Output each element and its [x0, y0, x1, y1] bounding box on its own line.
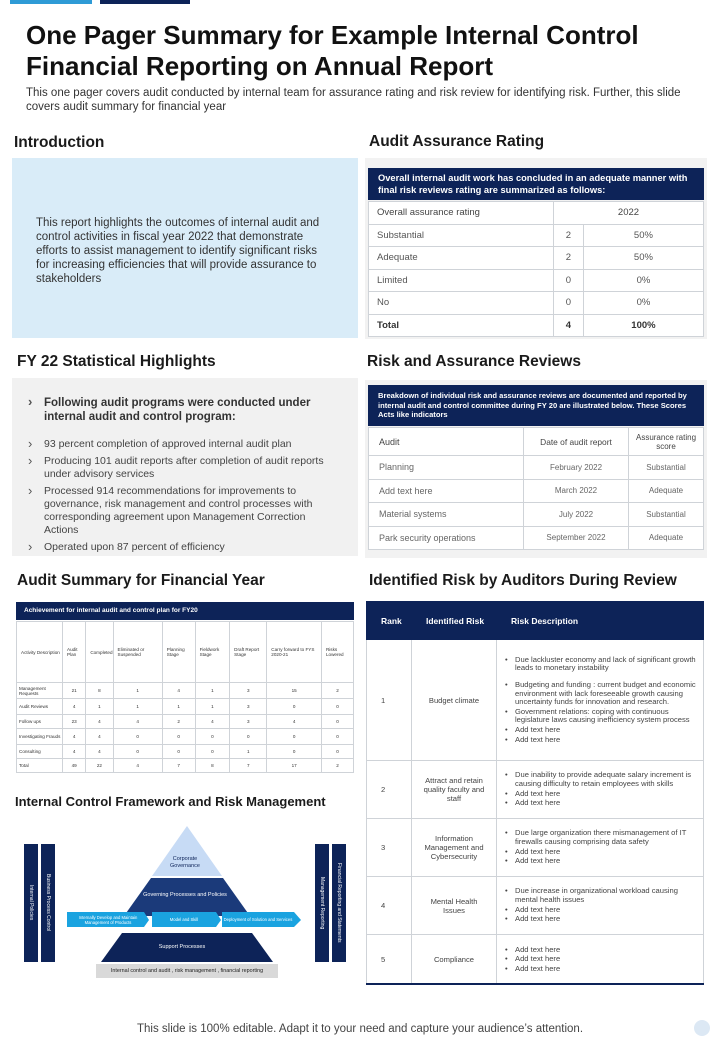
assurance-table [368, 201, 704, 337]
page-title: One Pager Summary for Example Internal Control Financial Reporting on Annual Report [26, 20, 639, 81]
table-row: Management Requests 21 8 1 4 1 3 15 2 [17, 683, 354, 699]
band-label-2: Model and Skill [169, 917, 199, 922]
framework-right-bar: Financial Reporting and Statements [332, 844, 346, 962]
table-row: Planning February 2022 Substantial [369, 456, 704, 480]
pyramid-bottom-label: Support Processes [158, 943, 206, 950]
framework-heading: Internal Control Framework and Risk Management [15, 794, 326, 809]
band-label-3: Deployment of Solution and Services [223, 917, 293, 922]
introduction-text: This report highlights the outcomes of internal audit and control activities in fiscal year 2022 that demonstrate efforts to assist management to identify significant risks for increasing efficiencies that will provide assurance to stakeholders [36, 217, 320, 285]
audit-summary-table: Activity Description Audit Plan Completed Eliminated or Suspended Planning Stage Fieldwork Stage Draft Report Stage Carry forward to FYS 2020-21 Risks Lowered Management Requests 21 8 1 4 1 3 15 2 Audit Reviews 4 1 1 1 1 3 0 0 Follow ups 23 4 4 2 4 3 4 0 Investigating Frauds 4 4 0 0 0 0 0 0 Consulting 4 4 0 0 0 1 0 0 Total 49 22 4 7 8 7 17 2 [16, 621, 354, 773]
pyramid-top-label: Corporate Governance [170, 856, 200, 869]
reviews-table: Audit Date of audit report Assurance rating score Planning February 2022 Substantial Add text here March 2022 Adequate Material systems July 2022 Substantial Park security operations September 2022 Adequate [368, 427, 704, 550]
pyramid-middle-label: Governing Processes and Policies [143, 891, 227, 898]
assurance-panel [365, 158, 707, 339]
list-item: › 93 percent completion of approved internal audit plan [28, 438, 342, 451]
table-row: 1 Budget climate • Due lackluster economy and lack of significant growth leads to monetary instability • Budgeting and funding : current budget and economic environment with lack foreseeable growth causing uncertainty funds for innovation and research. • Government relations: coping with continuous legislature laws causing inefficiency system process • Add text here • Add text here [367, 640, 704, 761]
table-row: Consulting 4 4 0 0 0 1 0 0 [17, 745, 354, 759]
list-item: › Operated upon 87 percent of efficiency [28, 541, 342, 554]
audit-summary-heading: Audit Summary for Financial Year [17, 572, 265, 589]
assurance-col-label: Overall assurance rating [369, 202, 554, 225]
table-row: Audit Reviews 4 1 1 1 1 3 0 0 [17, 699, 354, 715]
table-row: Adequate 2 50% [369, 247, 704, 270]
audit-summary-banner: Achievement for internal audit and control plan for FY20 [16, 602, 354, 620]
footer-note: This slide is 100% editable. Adapt it to your need and capture your audience’s attention. [136, 1023, 584, 1035]
page-subtitle: This one pager covers audit conducted by internal team for assurance rating and risk review for identifying risk. Further, this slide covers audit summary for financial year [26, 87, 681, 113]
assurance-banner: Overall internal audit work has concluded in an adequate manner with final risk reviews rating are summarized as follows: [368, 168, 704, 200]
table-row-total: Total 49 22 4 7 8 7 17 2 [17, 759, 354, 773]
table-row: Substantial 2 50% [369, 224, 704, 247]
corner-decoration-icon [694, 1020, 710, 1036]
top-accent-line [10, 0, 92, 4]
stats-box [12, 378, 358, 556]
table-row: Material systems July 2022 Substantial [369, 503, 704, 527]
table-row: 4 Mental Health Issues • Due increase in organizational workload causing mental health issues • Add text here • Add text here [367, 877, 704, 935]
reviews-heading: Risk and Assurance Reviews [367, 353, 581, 370]
band-label-1: Internally Develop and Maintain Management of Products [78, 914, 138, 925]
assurance-heading: Audit Assurance Rating [369, 133, 545, 150]
stats-lead: › Following audit programs were conducted under internal audit and control program: [28, 396, 342, 424]
framework-right-bar: Management Reporting [315, 844, 329, 962]
stats-heading: FY 22 Statistical Highlights [17, 353, 216, 370]
list-item: › Producing 101 audit reports after completion of audit reports under advisory services [28, 455, 342, 481]
table-row: Limited 0 0% [369, 269, 704, 292]
framework-left-bar: Internal Policies [24, 844, 38, 962]
top-accent-line-dark [100, 0, 190, 4]
table-row: 3 Information Management and Cybersecurity • Due large organization there mismanagement of IT firewalls causing comprising data safety • Add text here • Add text here [367, 819, 704, 877]
introduction-heading: Introduction [14, 134, 105, 151]
table-row-total: Total 4 100% [369, 314, 704, 337]
table-row: No 0 0% [369, 292, 704, 315]
table-row: Follow ups 23 4 4 2 4 3 4 0 [17, 715, 354, 729]
reviews-panel [365, 380, 707, 558]
table-row: Investigating Frauds 4 4 0 0 0 0 0 0 [17, 729, 354, 745]
table-row: Park security operations September 2022 Adequate [369, 526, 704, 550]
list-item: › Processed 914 recommendations for improvements to governance, risk management and control processes with corresponding agreement upon Management Correction Actions [28, 485, 342, 537]
table-row: Add text here March 2022 Adequate [369, 479, 704, 503]
framework-left-bar: Business Process Control [41, 844, 55, 962]
identified-heading: Identified Risk by Auditors During Review [369, 572, 677, 589]
identified-table-bottom-rule [366, 983, 704, 985]
table-row: 5 Compliance • Add text here • Add text here • Add text here [367, 935, 704, 985]
reviews-banner: Breakdown of individual risk and assurance reviews are documented and reported by internal audit and control committee during FY 20 are illustrated below. These Scores Acts like indicators [368, 385, 704, 426]
table-row: 2 Attract and retain quality faculty and staff • Due inability to provide adequate salary increment is causing difficulty to retain employees with skills • Add text here • Add text here [367, 761, 704, 819]
assurance-col-year: 2022 [554, 202, 704, 225]
identified-risk-table: Rank Identified Risk Risk Description 1 Budget climate • Due lackluster economy and lack of significant growth leads to monetary instability • Budgeting and funding : current budget and economic environment with lack foreseeable growth causing uncertainty funds for innovation and research. • Government relations: coping with continuous legislature laws causing inefficiency system process • Add text here • Add text here 2 Attract and retain quality faculty and staff • Due inability to provide adequate salary increment is causing difficulty to retain employees with skills • Add text here • Add text here 3 Information Management and Cybersecurity • Due large organization there mismanagement of IT firewalls causing comprising data safety • Add text here • Add text here 4 Mental Health Issues • Due increase in organizational workload causing mental health issues • Add text here • Add text here 5 Compliance • Add text here • Add text here • Add text here [366, 601, 704, 985]
pyramid-base-label: Internal control and audit , risk management , financial reporting [110, 967, 264, 974]
